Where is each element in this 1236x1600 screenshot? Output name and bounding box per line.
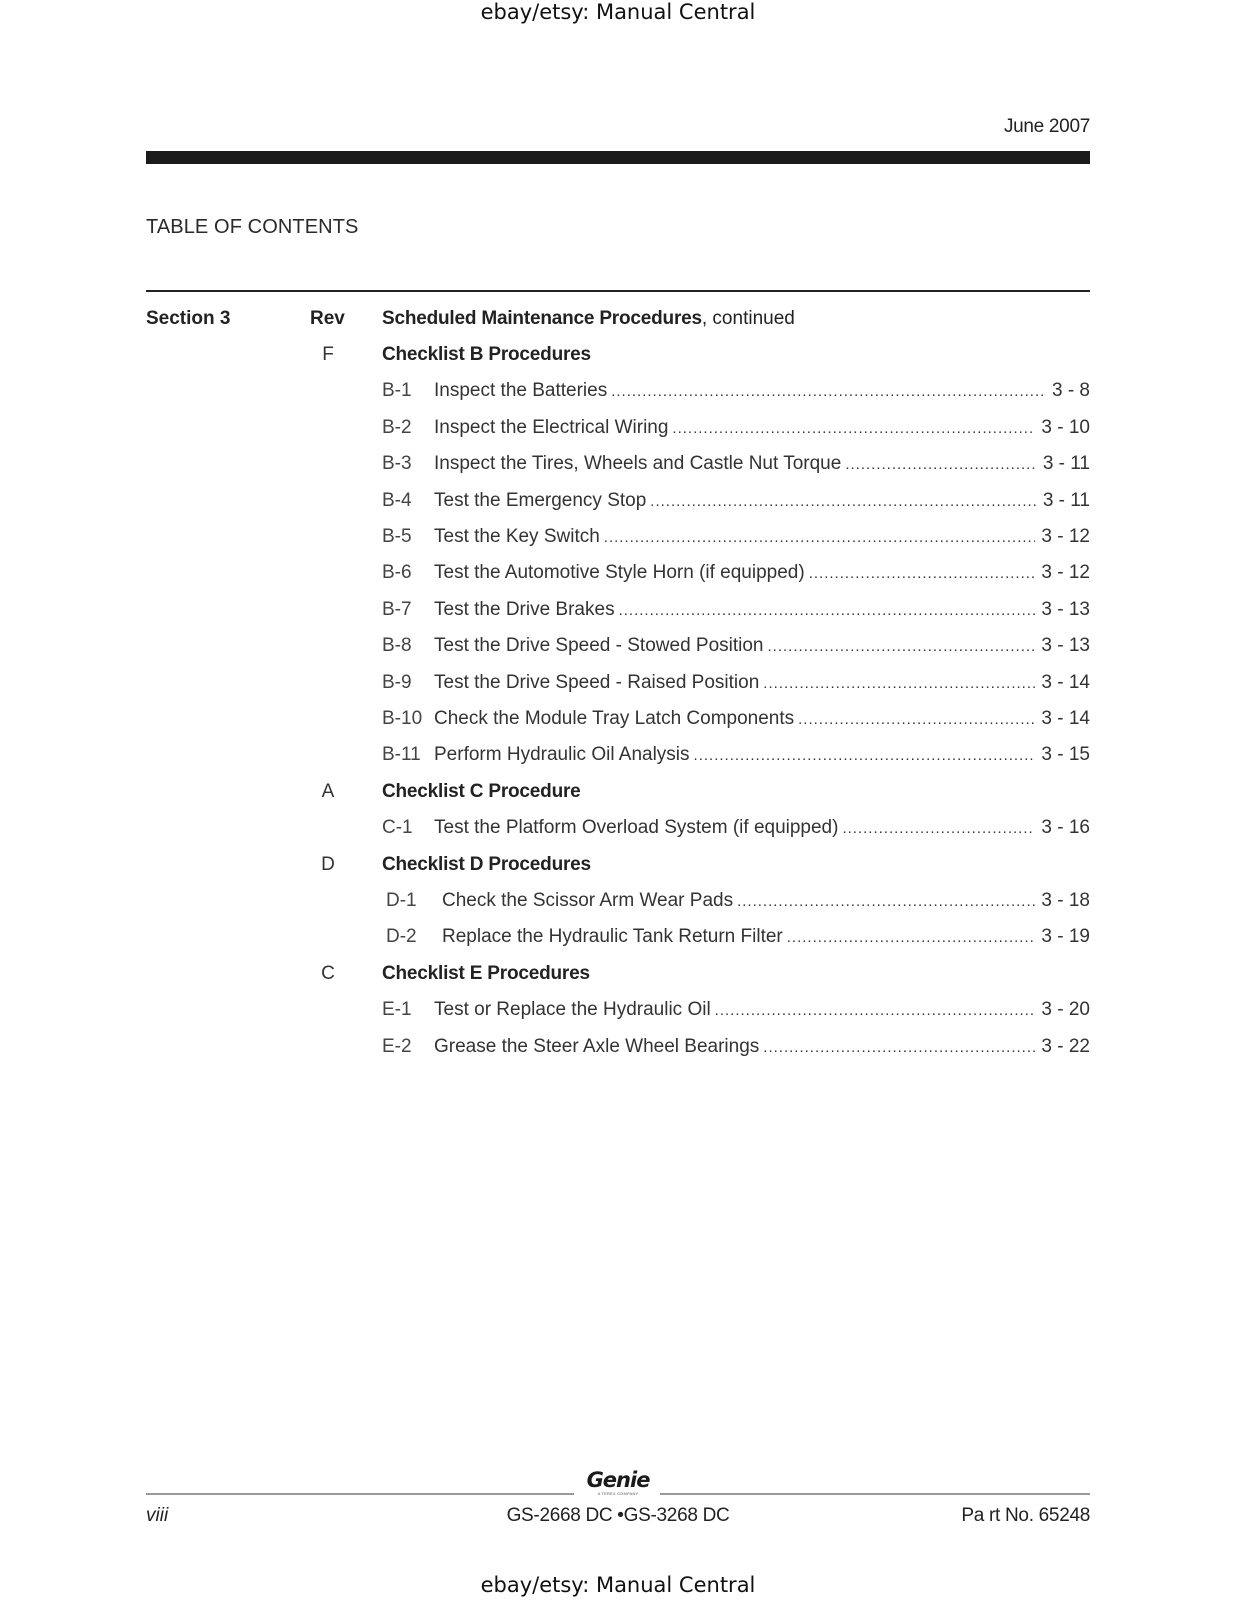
title-divider — [146, 290, 1090, 292]
toc-entry[interactable] — [382, 926, 1090, 948]
model-name: GS-2668 DC •GS-3268 DC — [506, 1505, 730, 1526]
dot-leader — [845, 456, 1037, 473]
procedure-title: Test the Drive Speed - Stowed Position — [434, 635, 764, 657]
toc-entry-row — [0, 417, 1236, 447]
page-reference: 3 - 14 — [1041, 671, 1090, 693]
toc-entry-row — [0, 999, 1236, 1029]
page-title: TABLE OF CONTENTS — [146, 216, 359, 238]
procedure-code: B-9 — [382, 671, 412, 693]
toc-entry-row — [0, 817, 1236, 847]
toc-entry-row — [0, 708, 1236, 738]
procedure-code: B-10 — [382, 708, 423, 729]
procedure-code: B-1 — [382, 380, 412, 402]
page-reference: 3 - 12 — [1041, 562, 1090, 584]
dot-leader — [604, 529, 1036, 546]
dot-leader — [672, 420, 1035, 437]
toc-entry[interactable] — [382, 1036, 1090, 1058]
dot-leader — [798, 711, 1035, 728]
dot-leader — [763, 1039, 1035, 1056]
dot-leader — [619, 602, 1036, 619]
rev-code: C — [321, 962, 335, 984]
dot-leader — [768, 638, 1036, 655]
dot-leader — [842, 820, 1035, 837]
page-reference: 3 - 15 — [1041, 744, 1090, 766]
toc-entry[interactable] — [382, 672, 1090, 694]
dot-leader — [763, 675, 1035, 692]
checklist-heading: Checklist C Procedure — [382, 780, 581, 802]
toc-entry-row — [0, 526, 1236, 556]
document-date: June 2007 — [1003, 116, 1090, 137]
page-reference: 3 - 11 — [1042, 489, 1090, 511]
procedure-code: E-2 — [382, 1035, 412, 1057]
procedure-code: B-3 — [382, 453, 412, 475]
toc-entry[interactable] — [382, 453, 1090, 475]
procedure-code: B-7 — [382, 598, 412, 620]
rev-column-header: Rev — [310, 308, 345, 329]
procedure-title: Perform Hydraulic Oil Analysis — [434, 744, 690, 766]
procedure-title: Test the Emergency Stop — [434, 489, 647, 511]
toc-entry-row — [0, 672, 1236, 702]
page-reference: 3 - 16 — [1041, 817, 1090, 839]
toc-entry-row — [0, 635, 1236, 665]
toc-group-row — [0, 854, 1236, 884]
checklist-heading: Checklist D Procedures — [382, 853, 591, 875]
section-heading-title: Scheduled Maintenance Procedures — [382, 308, 702, 329]
toc-group-row — [0, 781, 1236, 811]
logo-wordmark: Genie — [586, 1468, 650, 1492]
logo-tagline: A TEREX COMPANY — [597, 1491, 639, 1496]
toc-entry[interactable] — [382, 817, 1090, 839]
page-reference: 3 - 12 — [1041, 526, 1090, 547]
genie-logo — [580, 1469, 656, 1496]
toc-entry[interactable] — [382, 999, 1090, 1021]
rev-code: D — [321, 853, 335, 875]
toc-entry[interactable] — [382, 526, 1090, 548]
part-number: Pa rt No. 65248 — [961, 1505, 1090, 1526]
procedure-code: B-11 — [382, 744, 421, 766]
dot-leader — [715, 1002, 1036, 1019]
procedure-title: Replace the Hydraulic Tank Return Filter — [442, 926, 783, 948]
page-reference: 3 - 13 — [1041, 598, 1090, 620]
dot-leader — [694, 747, 1036, 764]
page-reference: 3 - 10 — [1041, 416, 1090, 438]
footer-rule-right — [660, 1493, 1090, 1495]
toc-entry[interactable] — [382, 890, 1090, 912]
procedure-title: Grease the Steer Axle Wheel Bearings — [434, 1035, 760, 1057]
checklist-heading: Checklist B Procedures — [382, 344, 591, 365]
toc-entry-row — [0, 744, 1236, 774]
dot-leader — [787, 929, 1036, 946]
dot-leader — [650, 493, 1037, 510]
procedure-title: Check the Scissor Arm Wear Pads — [442, 890, 734, 911]
toc-group-row — [0, 344, 1236, 374]
header-rule — [146, 151, 1090, 164]
toc-entry[interactable] — [382, 490, 1090, 512]
dot-leader — [809, 565, 1036, 582]
toc-entry-row — [0, 562, 1236, 592]
page-reference: 3 - 8 — [1051, 380, 1090, 402]
rev-code: A — [321, 780, 335, 802]
toc-entry-row — [0, 453, 1236, 483]
toc-entry-row — [0, 1036, 1236, 1066]
toc-entry[interactable] — [382, 562, 1090, 584]
toc-entry[interactable] — [382, 708, 1090, 730]
procedure-title: Test or Replace the Hydraulic Oil — [434, 999, 711, 1021]
page-number: viii — [146, 1505, 169, 1526]
procedure-title: Test the Automotive Style Horn (if equipped) — [434, 562, 805, 584]
procedure-title: Test the Drive Speed - Raised Position — [434, 671, 760, 693]
toc-entry-row — [0, 599, 1236, 629]
page-reference: 3 - 14 — [1041, 708, 1090, 729]
procedure-code: D-1 — [386, 890, 417, 911]
page-reference: 3 - 22 — [1041, 1035, 1090, 1057]
procedure-title: Inspect the Tires, Wheels and Castle Nut Torque — [434, 453, 842, 475]
page-reference: 3 - 13 — [1041, 635, 1090, 657]
watermark-bottom: ebay/etsy: Manual Central — [480, 1573, 756, 1597]
toc-entry-row — [0, 926, 1236, 956]
toc-entry[interactable] — [382, 744, 1090, 766]
procedure-code: B-8 — [382, 635, 412, 657]
procedure-code: B-5 — [382, 526, 412, 547]
dot-leader — [611, 383, 1046, 400]
page-reference: 3 - 18 — [1041, 890, 1090, 911]
section-heading — [382, 308, 795, 330]
toc-entry-row — [0, 380, 1236, 410]
toc-group-row — [0, 963, 1236, 993]
procedure-title: Test the Key Switch — [434, 526, 600, 547]
section-heading-suffix: , continued — [701, 308, 795, 329]
toc-entry-row — [0, 490, 1236, 520]
procedure-title: Test the Platform Overload System (if equipped) — [434, 817, 839, 839]
page-reference: 3 - 20 — [1041, 999, 1090, 1021]
page-reference: 3 - 19 — [1041, 926, 1090, 948]
section-label: Section 3 — [146, 308, 231, 329]
page-reference: 3 - 11 — [1042, 453, 1090, 475]
checklist-heading: Checklist E Procedures — [382, 962, 590, 984]
footer-rule-left — [146, 1493, 574, 1495]
toc-entry[interactable] — [382, 380, 1090, 402]
procedure-code: B-6 — [382, 562, 412, 584]
procedure-title: Test the Drive Brakes — [434, 598, 615, 620]
procedure-title: Inspect the Electrical Wiring — [434, 416, 669, 438]
procedure-code: C-1 — [382, 817, 413, 839]
toc-entry[interactable] — [382, 417, 1090, 439]
rev-code: F — [322, 344, 334, 365]
procedure-title: Inspect the Batteries — [434, 380, 608, 402]
procedure-title: Check the Module Tray Latch Components — [434, 708, 795, 729]
toc-entry-row — [0, 890, 1236, 920]
toc-entry[interactable] — [382, 635, 1090, 657]
procedure-code: D-2 — [386, 926, 417, 948]
procedure-code: B-2 — [382, 416, 412, 438]
procedure-code: B-4 — [382, 489, 412, 511]
procedure-code: E-1 — [382, 999, 412, 1021]
dot-leader — [737, 893, 1035, 910]
toc-entry[interactable] — [382, 599, 1090, 621]
watermark-top: ebay/etsy: Manual Central — [480, 0, 756, 24]
